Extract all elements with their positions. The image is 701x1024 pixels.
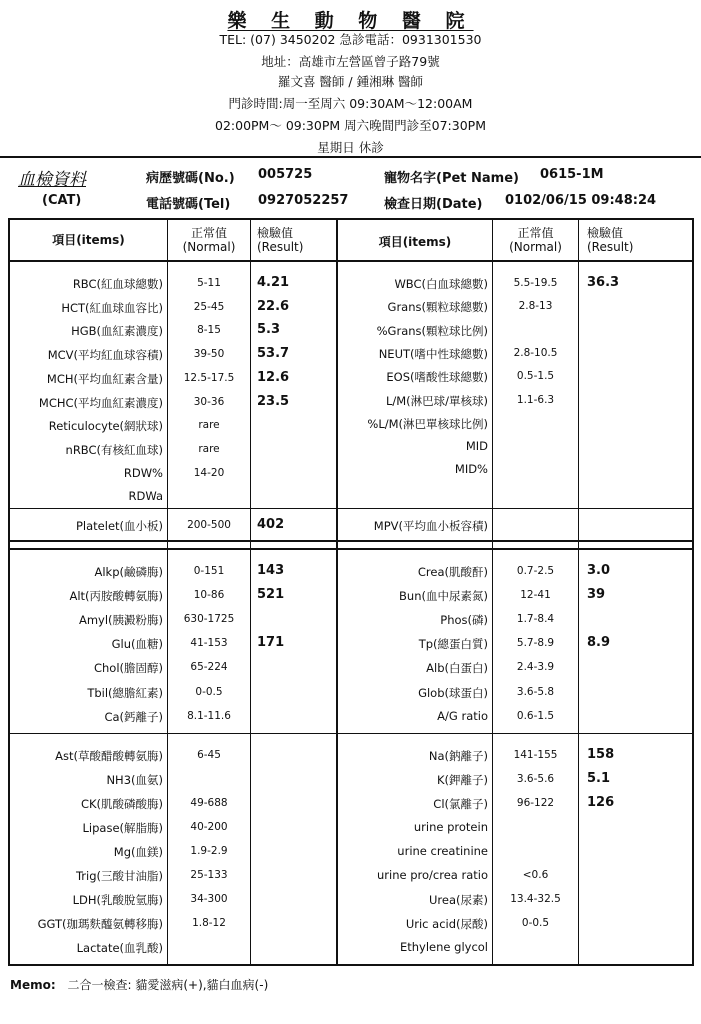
exam-date: 0102/06/15 09:48:24 — [505, 193, 657, 208]
normal-range: 0-0.5 — [195, 685, 223, 698]
normal-range: 13.4-32.5 — [510, 893, 561, 905]
test-name: Alkp(鹼磷脢) — [94, 565, 163, 579]
test-name: MCV(平均紅血球容積) — [47, 348, 163, 363]
result-value: 5.1 — [587, 771, 611, 786]
result-value: 39 — [587, 587, 606, 603]
test-name: Lipase(解脂脢) — [82, 821, 163, 835]
header-result-2: (Result) — [257, 240, 304, 254]
section-divider — [8, 540, 694, 542]
memo — [10, 976, 268, 993]
table-top-border — [8, 218, 694, 220]
header-divider — [0, 156, 701, 158]
test-name: Urea(尿素) — [429, 893, 488, 907]
normal-range: 2.8-10.5 — [513, 346, 558, 359]
test-name: RBC(紅血球總數) — [72, 277, 163, 291]
test-name: MCH(平均血紅素含量) — [46, 371, 163, 386]
clinic-doctors: 羅文喜 醫師 / 鍾湘琳 醫師 — [277, 74, 424, 89]
test-name: Crea(肌酸酐) — [417, 565, 488, 579]
normal-range: 25-133 — [190, 869, 228, 881]
normal-range: 2.4-3.9 — [516, 661, 555, 674]
result-value: 158 — [587, 747, 615, 762]
header-item-left: 項目(items) — [52, 233, 125, 247]
clinic-name: 樂 生 動 物 醫 院 — [227, 10, 474, 32]
normal-range: <0.6 — [522, 869, 549, 881]
test-name: L/M(淋巴球/單核球) — [385, 393, 488, 408]
test-name: Trig(三酸甘油脂) — [75, 869, 163, 883]
header-row-divider — [8, 260, 694, 262]
tel-label: 電話號碼(Tel) — [146, 197, 231, 212]
normal-range: 25-45 — [193, 300, 225, 313]
section-divider — [8, 508, 694, 509]
header-normal-right — [493, 226, 578, 254]
result-value: 23.5 — [257, 393, 290, 409]
result-value: 143 — [257, 563, 285, 578]
test-name: LDH(乳酸脫氫脢) — [72, 893, 163, 907]
test-name: A/G ratio — [437, 708, 488, 723]
test-name: Uric acid(尿酸) — [405, 917, 488, 931]
test-name: Reticulocyte(網狀球) — [48, 419, 163, 434]
normal-range: 34-300 — [190, 893, 228, 905]
result-value: 171 — [257, 635, 285, 651]
test-name: Glob(球蛋白) — [418, 685, 488, 700]
normal-range: 200-500 — [187, 519, 231, 531]
normal-range: 39-50 — [193, 348, 225, 361]
test-name: CK(肌酸磷酸脢) — [80, 797, 163, 811]
test-name: urine pro/crea ratio — [376, 868, 488, 882]
test-name: %Grans(顆粒球比例) — [376, 323, 488, 338]
result-value: 4.21 — [257, 275, 290, 290]
result-value: 22.6 — [257, 298, 290, 314]
normal-range: 0.6-1.5 — [516, 709, 555, 722]
species: (CAT) — [42, 193, 82, 208]
tel: 0927052257 — [258, 193, 349, 208]
result-value: 53.7 — [257, 346, 290, 362]
col-sep — [578, 218, 579, 966]
test-name: Chol(膽固醇) — [93, 661, 163, 676]
test-name: Phos(磷) — [440, 613, 488, 628]
result-value: 521 — [257, 587, 285, 603]
header-result-right — [579, 226, 700, 254]
normal-range: 1.1-6.3 — [516, 393, 555, 406]
test-name: Amyl(胰澱粉脢) — [78, 613, 163, 628]
test-name: MPV(平均血小板容積) — [373, 519, 488, 533]
clinic-hours-3: 星期日 休診 — [317, 140, 384, 155]
pet-name-label: 寵物名字(Pet Name) — [384, 171, 519, 186]
test-name: K(鉀離子) — [436, 773, 488, 787]
header-normal-1: 正常值 — [190, 226, 227, 240]
table-right-border — [692, 218, 694, 966]
result-value: 12.6 — [257, 369, 290, 385]
header-normal-2: (Normal) — [509, 240, 562, 254]
test-name: RDWa — [128, 489, 163, 504]
test-name: Na(鈉離子) — [428, 749, 488, 763]
table-bottom-border — [8, 964, 694, 966]
normal-range: 141-155 — [513, 749, 558, 761]
clinic-hours-2: 02:00PM～ 09:30PM 周六晚間門診至07:30PM — [215, 118, 486, 133]
normal-range: rare — [198, 442, 220, 455]
normal-range: 0-151 — [193, 565, 225, 577]
header-normal-1: 正常值 — [517, 226, 554, 240]
normal-range: 3.6-5.8 — [516, 685, 555, 698]
normal-range: 40-200 — [190, 821, 228, 833]
section-divider — [8, 548, 694, 550]
header-result-1: 檢驗值 — [257, 226, 294, 240]
header-result-2: (Result) — [587, 240, 634, 254]
result-value: 402 — [257, 517, 285, 532]
section-divider — [8, 733, 694, 734]
normal-range: 0-0.5 — [521, 917, 550, 929]
header-item-right: 項目(items) — [378, 235, 452, 249]
normal-range: 6-45 — [197, 749, 221, 761]
test-name: Tbil(總膽紅素) — [87, 685, 163, 700]
test-name: Platelet(血小板) — [75, 519, 163, 533]
normal-range: 1.8-12 — [192, 917, 226, 929]
test-name: Mg(血鎂) — [113, 845, 163, 859]
test-name: GGT(珈瑪麩醯氨轉移脢) — [37, 917, 163, 931]
normal-range: 10-86 — [193, 589, 225, 602]
test-name: HCT(紅血球血容比) — [61, 300, 163, 315]
test-name: Alb(白蛋白) — [426, 661, 488, 676]
test-name: urine creatinine — [397, 844, 488, 858]
normal-range: 30-36 — [193, 395, 225, 408]
test-name: EOS(嗜酸性球總數) — [386, 370, 488, 385]
test-name: RDW% — [123, 465, 163, 480]
normal-range: 630-1725 — [183, 613, 235, 626]
normal-range: 0.5-1.5 — [516, 370, 555, 383]
memo-label: Memo: — [10, 978, 56, 992]
test-name: Cl(氯離子) — [433, 797, 488, 811]
test-name: nRBC(有核紅血球) — [65, 442, 163, 457]
normal-range: 14-20 — [193, 466, 225, 479]
normal-range: 1.9-2.9 — [190, 845, 228, 857]
test-name: %L/M(淋巴單核球比例) — [367, 416, 488, 431]
normal-range: 5-11 — [197, 277, 221, 289]
clinic-hours-1: 門診時間:周一至周六 09:30AM～12:00AM — [228, 96, 473, 111]
normal-range: 96-122 — [516, 797, 555, 809]
test-name: NH3(血氨) — [106, 773, 163, 787]
result-value: 5.3 — [257, 322, 281, 338]
record-no-label: 病歷號碼(No.) — [146, 171, 235, 186]
test-name: Bun(血中尿素氮) — [399, 589, 488, 604]
col-sep — [250, 218, 251, 966]
test-name: WBC(白血球總數) — [394, 277, 488, 291]
header-normal-left — [168, 226, 250, 254]
test-name: MID% — [454, 462, 488, 477]
blood-data-title: 血檢資料 — [18, 170, 86, 190]
normal-range: 3.6-5.6 — [516, 773, 555, 785]
test-name: NEUT(嗜中性球總數) — [378, 346, 488, 361]
normal-range: 8.1-11.6 — [187, 709, 231, 722]
test-name: MID — [465, 439, 488, 454]
normal-range: 12.5-17.5 — [183, 371, 235, 384]
header-result-1: 檢驗值 — [587, 226, 624, 240]
result-value: 8.9 — [587, 635, 611, 651]
test-name: Tp(總蛋白質) — [418, 637, 488, 652]
pet-name: 0615-1M — [540, 167, 604, 182]
header-normal-2: (Normal) — [182, 240, 236, 254]
memo-text: 二合一檢查: 貓愛滋病(+),貓白血病(-) — [67, 978, 269, 992]
normal-range: 49-688 — [190, 797, 228, 809]
test-name: Ethylene glycol — [399, 940, 488, 954]
test-name: HGB(血紅素濃度) — [71, 324, 163, 339]
test-name: Glu(血糖) — [111, 637, 163, 652]
result-value: 36.3 — [587, 275, 620, 290]
result-value: 126 — [587, 795, 615, 810]
header-result-left — [251, 226, 342, 254]
normal-range: 41-153 — [190, 637, 228, 650]
test-name: Grans(顆粒球總數) — [387, 300, 488, 315]
test-name: Lactate(血乳酸) — [76, 941, 163, 955]
normal-range: rare — [198, 419, 220, 432]
test-name: Ca(鈣離子) — [104, 709, 163, 724]
normal-range: 8-15 — [197, 324, 221, 337]
test-name: urine protein — [413, 820, 488, 834]
result-value: 3.0 — [587, 563, 611, 578]
clinic-phone: TEL: (07) 3450202 急診電話：0931301530 — [219, 32, 482, 47]
clinic-address: 地址：高雄市左營區曾子路79號 — [261, 54, 440, 69]
normal-range: 5.7-8.9 — [516, 637, 555, 650]
normal-range: 12-41 — [520, 589, 551, 602]
normal-range: 0.7-2.5 — [516, 565, 555, 577]
normal-range: 1.7-8.4 — [516, 613, 555, 626]
test-name: MCHC(平均血紅素濃度) — [38, 395, 163, 410]
normal-range: 5.5-19.5 — [513, 277, 558, 289]
normal-range: 2.8-13 — [518, 300, 553, 313]
test-name: Ast(草酸醋酸轉氨脢) — [55, 749, 163, 763]
record-no: 005725 — [258, 167, 313, 182]
normal-range: 65-224 — [190, 661, 228, 674]
test-name: Alt(丙胺酸轉氨脢) — [69, 589, 163, 604]
date-label: 檢查日期(Date) — [384, 197, 483, 212]
